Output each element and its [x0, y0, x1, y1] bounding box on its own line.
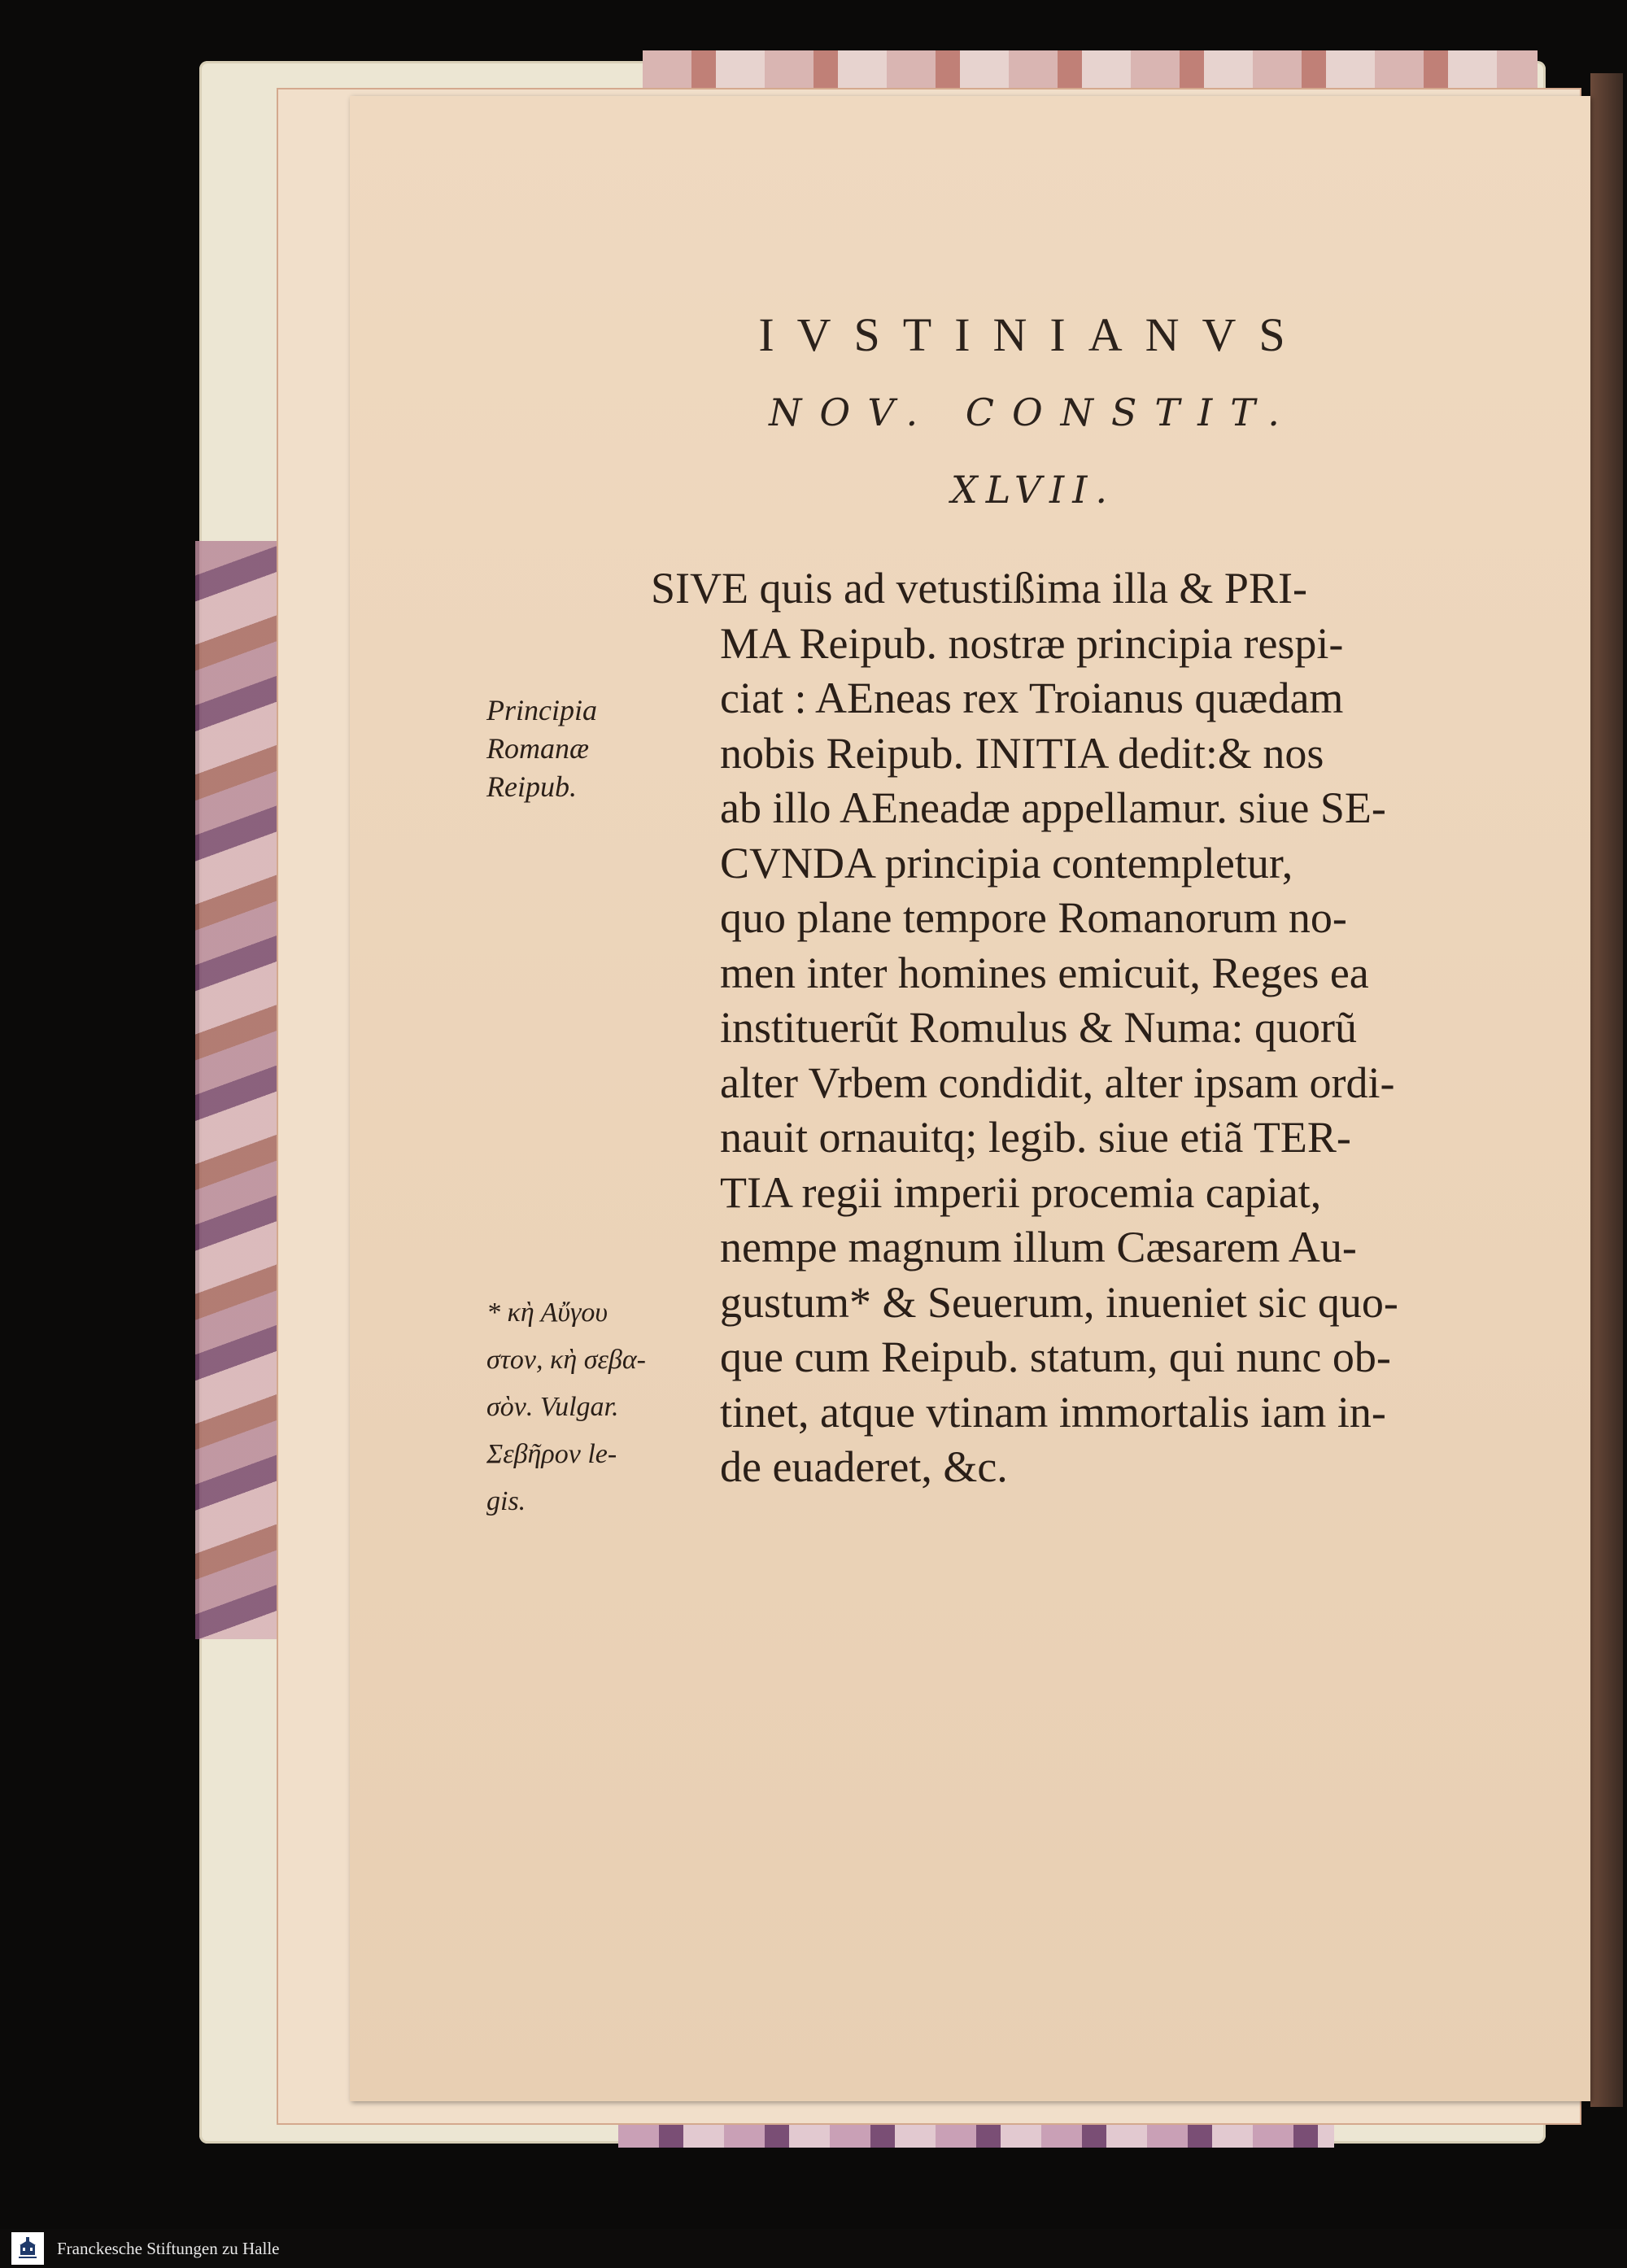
- text-line: nauit ornauitq; legib. siue etiã TER-: [720, 1113, 1351, 1162]
- margin-note-line: gis.: [486, 1486, 526, 1516]
- text-line: SIVE quis ad vetustißima illa & PRI-: [651, 564, 1307, 613]
- book-spine-edge: [1590, 73, 1623, 2107]
- margin-note-line: Principia: [486, 694, 597, 726]
- text-line: instituerũt Romulus & Numa: quorũ: [720, 1003, 1357, 1052]
- margin-note-line: Reipub.: [486, 770, 577, 803]
- text-line: tinet, atque vtinam immortalis iam in-: [720, 1387, 1386, 1437]
- text-line: de euaderet, &c.: [720, 1442, 1008, 1491]
- margin-note-greek: [486, 1289, 646, 1525]
- text-line: que cum Reipub. statum, qui nunc ob-: [720, 1332, 1391, 1381]
- text-line: TIA regii imperii procemia capiat,: [720, 1167, 1322, 1217]
- text-line: quo plane tempore Romanorum no-: [720, 893, 1347, 942]
- margin-note-line: στον, κὴ σεβα-: [486, 1345, 646, 1375]
- footer-bar: [0, 2229, 1627, 2268]
- text-line: MA Reipub. nostræ principia respi-: [720, 618, 1344, 668]
- franckesche-logo-icon: [11, 2232, 44, 2265]
- margin-note-line: Σεβῆρον le-: [486, 1439, 617, 1469]
- body-text: [651, 561, 1472, 1495]
- margin-note-line: * κὴ Αὔγου: [486, 1298, 608, 1328]
- text-line: ab illo AEneadæ appellamur. siue SE-: [720, 783, 1386, 832]
- text-line: men inter homines emicuit, Reges ea: [720, 948, 1369, 997]
- text-line: nobis Reipub. INITIA dedit:& nos: [720, 728, 1324, 778]
- text-line: ciat : AEneas rex Troianus quædam: [720, 674, 1344, 722]
- institution-name: Franckesche Stiftungen zu Halle: [57, 2238, 280, 2258]
- text-line: alter Vrbem condidit, alter ipsam ordi-: [720, 1058, 1395, 1107]
- margin-note-principia: [486, 691, 597, 806]
- text-line: CVNDA principia contempletur,: [720, 838, 1293, 888]
- text-line: gustum* & Seuerum, inueniet sic quo-: [720, 1277, 1398, 1327]
- margin-note-line: Romanæ: [486, 732, 589, 765]
- marbled-paper-left: [195, 541, 277, 1639]
- page-subtitle: NOV. CONSTIT.: [769, 390, 1298, 434]
- margin-note-line: σὸν. Vulgar.: [486, 1392, 619, 1422]
- page-title: IVSTINIANVS: [758, 308, 1308, 361]
- text-line: nempe magnum illum Cæsarem Au-: [720, 1223, 1357, 1271]
- chapter-number: XLVII.: [950, 468, 1116, 512]
